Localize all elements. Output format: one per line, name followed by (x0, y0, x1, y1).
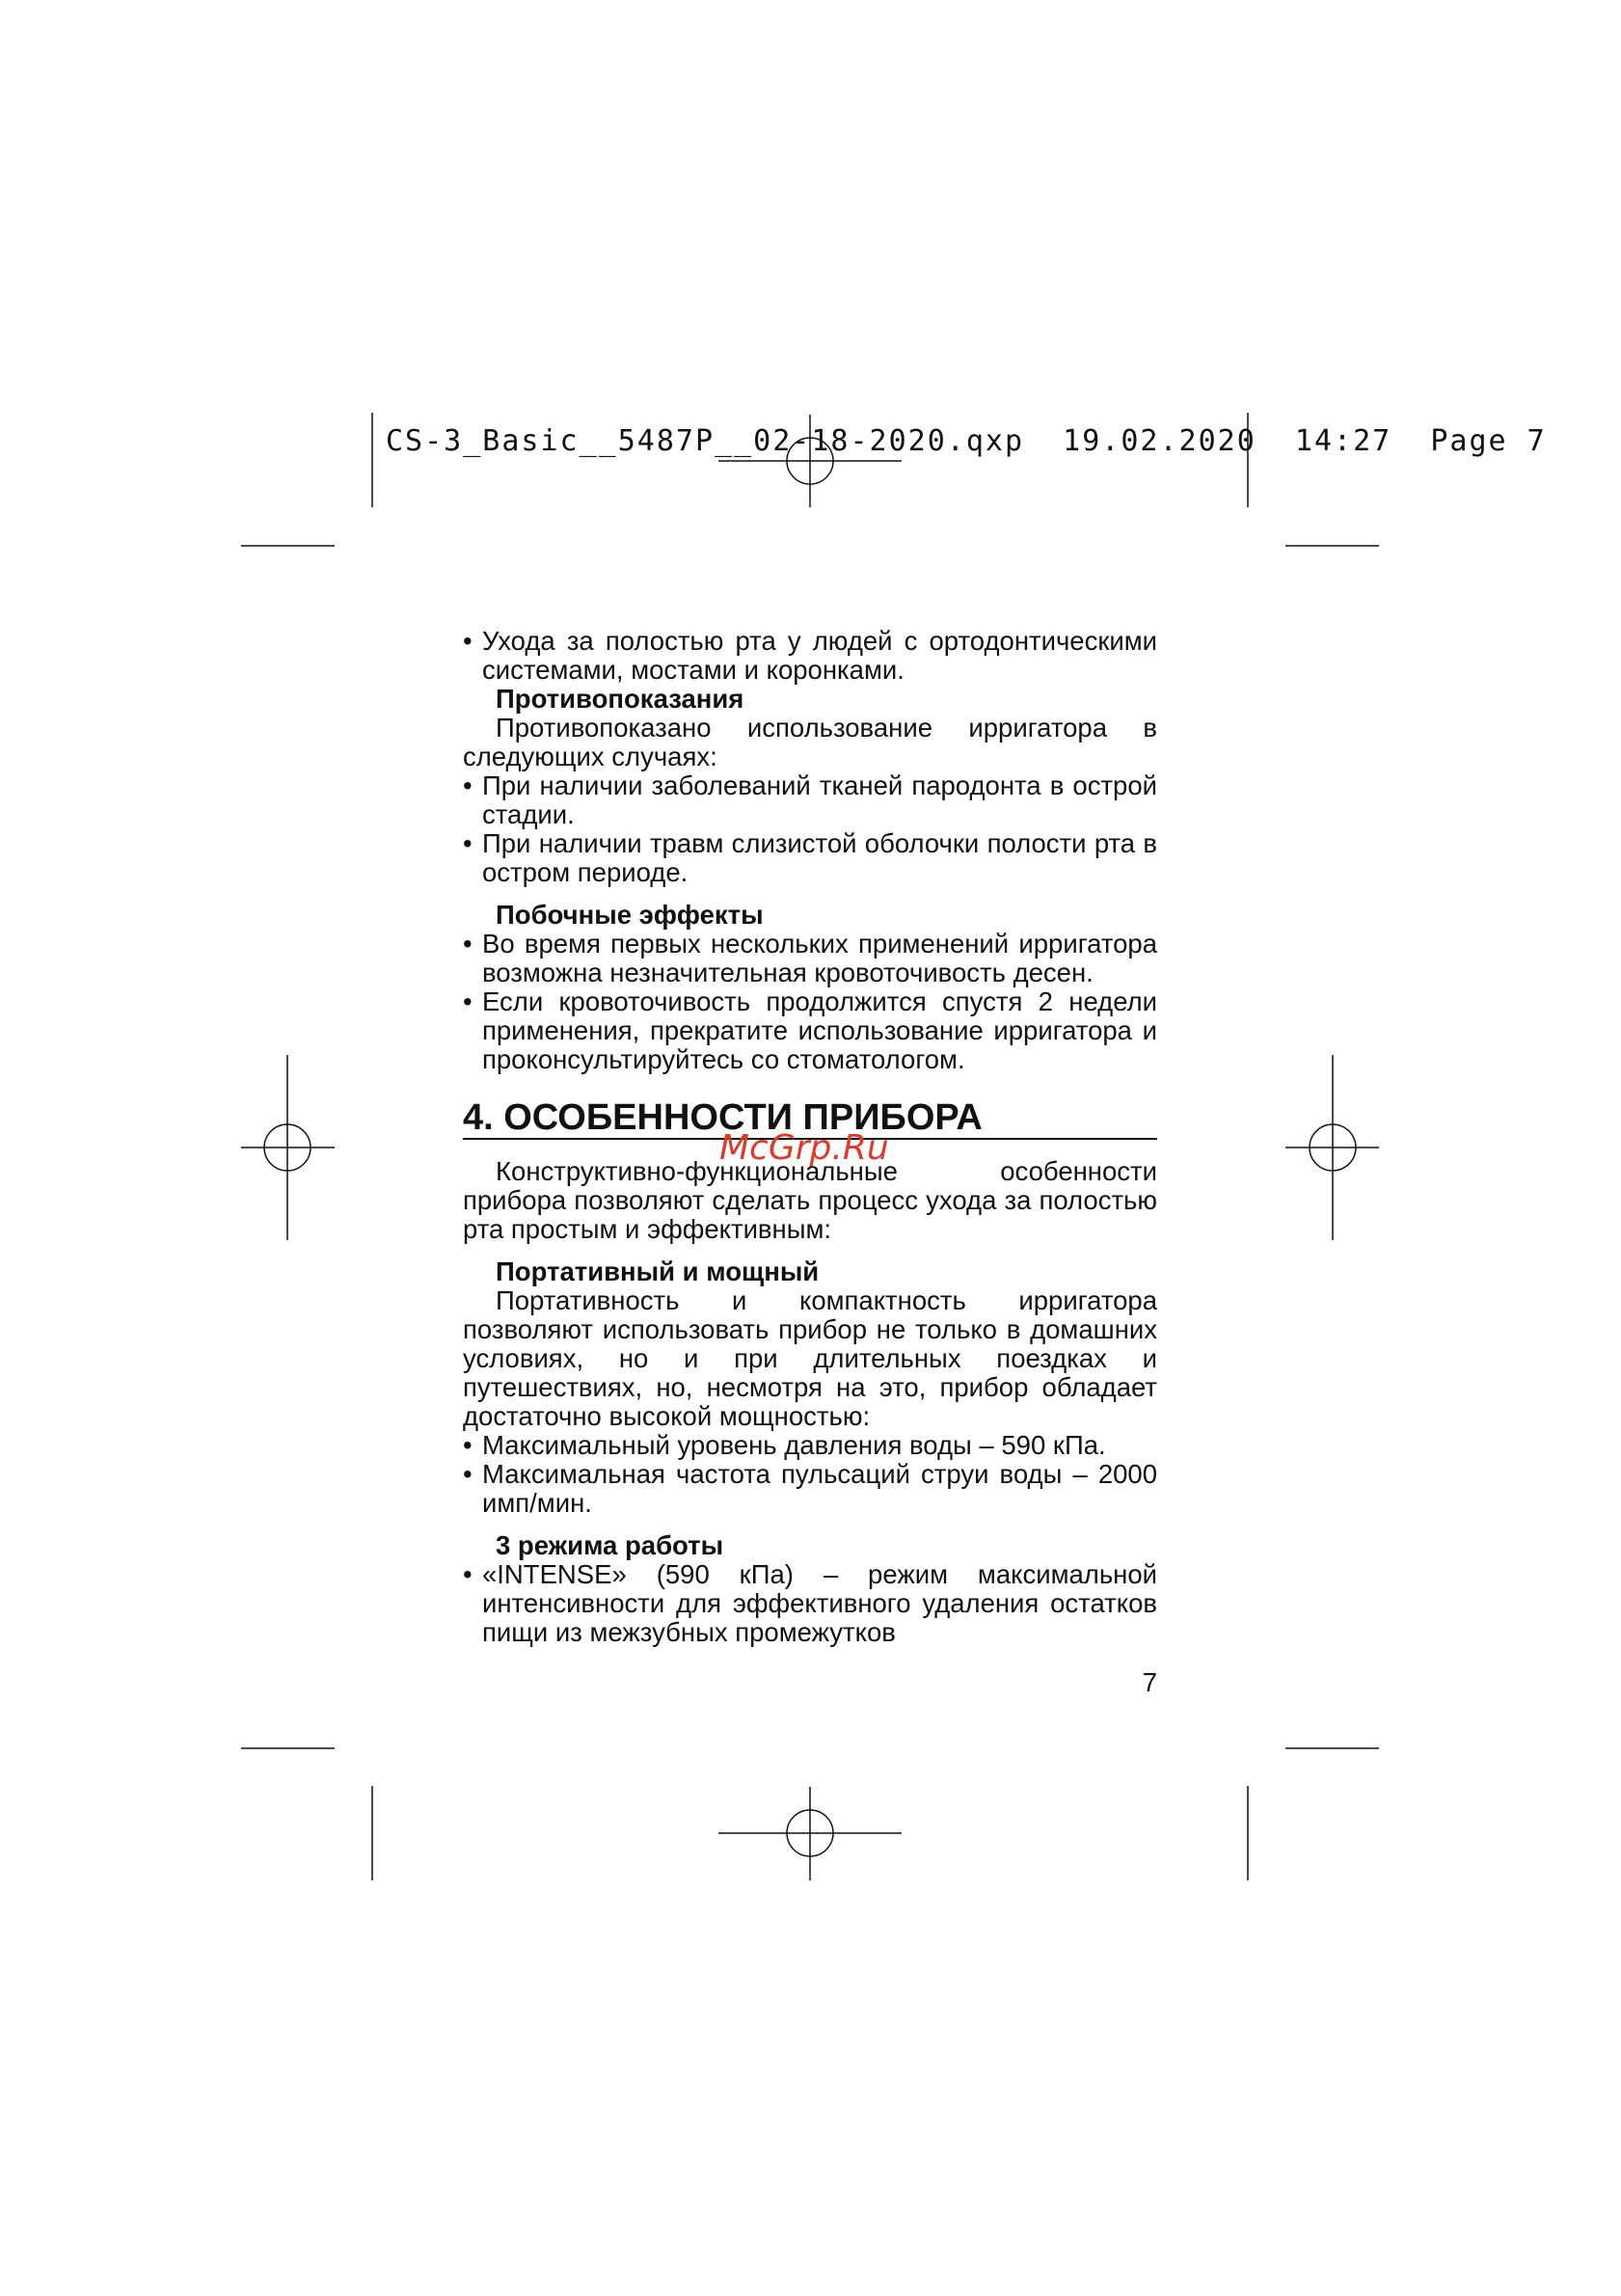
portable-text: Портативность и компактность ирригатора позволяют использовать прибор не только в домашних условиях, но и при длительных поездках и путешествиях, но, несмотря на это, прибор обладает достаточно высокой мощностью: (463, 1285, 1157, 1431)
page-number: 7 (1142, 1667, 1157, 1697)
registration-mark-left (241, 1055, 335, 1240)
spec-item: • Максимальная частота пульсаций струи воды – 2000 имп/мин. (463, 1460, 1157, 1518)
bullet-oral-care: • Ухода за полостью рта у людей с ортодонтическими системами, мостами и коронками. (463, 627, 1157, 685)
contraindications-heading: Противопоказания (496, 684, 744, 714)
side-effect-item: • Во время первых нескольких применений ирригатора возможна незначительная кровоточивость десен. (463, 930, 1157, 987)
mode-item: • «INTENSE» (590 кПа) – режим максимальной интенсивности для эффективного удаления остатков пищи из межзубных промежутков (463, 1560, 1157, 1647)
contraindication-item: • При наличии травм слизистой оболочки полости рта в остром периоде. (463, 829, 1157, 887)
spec-item: • Максимальный уровень давления воды – 590 кПа. (463, 1431, 1157, 1460)
side-effect-item: • Если кровоточивость продолжится спустя 2 недели применения, прекратите использование ирригатора и проконсультируйтесь со стоматологом. (463, 987, 1157, 1074)
slug-filename: CS-3_Basic__5487P__02-18-2020.qxp (386, 424, 1025, 458)
print-slug-line (386, 424, 1547, 458)
contraindication-item: • При наличии заболеваний тканей пародонта в острой стадии. (463, 771, 1157, 829)
page-content (463, 627, 1157, 1724)
watermark: McGrp.Ru (719, 1128, 889, 1168)
registration-mark-bottom (718, 1787, 902, 1880)
slug-page-label: Page 7 (1430, 424, 1547, 458)
section-heading: 4. ОСОБЕННОСТИ ПРИБОРА (463, 1097, 1157, 1140)
side-effects-heading: Побочные эффекты (496, 900, 764, 930)
registration-mark-right (1285, 1055, 1379, 1240)
slug-date: 19.02.2020 (1063, 424, 1256, 458)
modes-heading: 3 режима работы (496, 1530, 724, 1560)
portable-heading: Портативный и мощный (496, 1256, 820, 1286)
slug-time: 14:27 (1294, 424, 1392, 458)
section-intro: Конструктивно-функциональные особенности прибора позволяют сделать процесс ухода за полостью рта простым и эффективным: (463, 1156, 1157, 1244)
contraindications-intro: Противопоказано использование ирригатора в следующих случаях: (463, 713, 1157, 771)
